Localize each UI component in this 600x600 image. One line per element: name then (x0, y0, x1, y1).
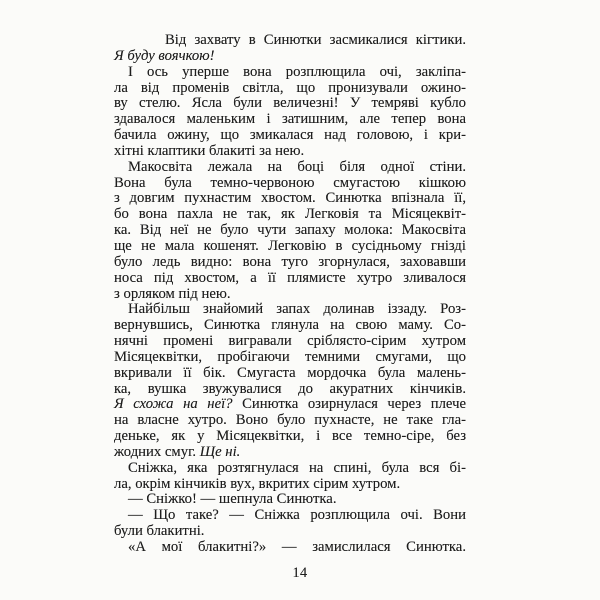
text-line: ка. Від неї не було чути запаху молока: Макосвіта (114, 222, 466, 239)
text-line: — Що таке? — Сніжка розплющила очі. Вони (128, 507, 466, 524)
text-line: вкривали її бік. Смугаста мордочка була малень- (114, 364, 466, 381)
text-line: деньке, як у Місяцеквітки, і все темно-сіре, без (114, 428, 466, 445)
text-line: Від захвату в Синютки засмикалися кігтики. (165, 32, 466, 48)
text-line: було ледь видно: вона туго згорнулася, заховавши (114, 253, 466, 270)
text-line: ву стелю. Ясла були величезні! У темряві кубло (114, 95, 466, 112)
paragraph (114, 160, 466, 303)
paragraph (114, 33, 466, 65)
text-line: Сніжка, яка розтягнулася на спині, була вся бі- (128, 459, 466, 476)
text-line (114, 49, 466, 65)
page-number: 14 (292, 565, 308, 581)
text-line: ла, окрім кінчиків вух, вкритих сірим хутром. (114, 475, 401, 492)
text-line: — Сніжко! — шепнула Синютка. (128, 491, 337, 508)
text-line: жодних смуг. Ще ні. (114, 443, 241, 460)
text-line: на власне хутро. Воно було пухнасте, не таке гла- (114, 412, 466, 429)
text-line: хітні клаптики блакиті за нею. (114, 142, 305, 159)
text-line: «А мої блакитні?» — замислилася Синютка. (128, 539, 466, 555)
paragraph (114, 65, 466, 160)
text-line: І ось уперше вона розплющила очі, закліпа- (128, 63, 466, 80)
text-line: Я схожа на неї? Синютка озирнулася через плече (114, 396, 466, 413)
italic-thought: Ще ні. (199, 443, 241, 460)
text-line: з орляком під нею. (114, 285, 231, 302)
text-line: ла від променів світла, що пронизували ожино- (114, 79, 466, 96)
text-line: бачила ожину, що змикалася над головою, і кри- (114, 127, 466, 144)
text-line: Місяцеквітки, пробігаючи темними смугами, що (114, 348, 466, 365)
text-line: ще не мала кошенят. Легковію в сусідньому гнізді (114, 237, 466, 254)
paragraph-dialogue (114, 492, 466, 508)
text-line: нячні промені вигравали сріблясто-сірим хутром (114, 333, 466, 350)
text-line: ка, вушка звужувалися до акуратних кінчиків. (114, 380, 466, 397)
text-line: бо вона пахла не так, як Легковія та Місяцеквіт- (114, 206, 466, 223)
text-line: вернувшись, Синютка глянула на свою маму. Со- (114, 317, 466, 334)
text-line: Найбільш знайомий запах долинав іззаду. Роз- (128, 301, 466, 318)
text-line: Макосвіта лежала на боці біля одної стіни. (128, 158, 466, 175)
paragraph (114, 540, 466, 556)
text-line: Вона була темно-червоною смугастою кішкою (114, 174, 466, 191)
text-line: носа під хвостом, а її плямисте хутро зливалося (114, 269, 466, 286)
paragraph (114, 461, 466, 493)
text-block (114, 33, 466, 556)
text-line: здавалося маленьким і затишним, але тепер вона (114, 111, 466, 128)
text-line: були блакитні. (114, 523, 205, 540)
paragraph (114, 302, 466, 460)
italic-thought: Я буду воячкою! (114, 47, 215, 64)
text-line: з довгим пухнастим хвостом. Синютка впізнала її, (114, 190, 466, 207)
paragraph-dialogue (114, 508, 466, 540)
italic-thought: Я схожа на неї? (114, 396, 233, 413)
